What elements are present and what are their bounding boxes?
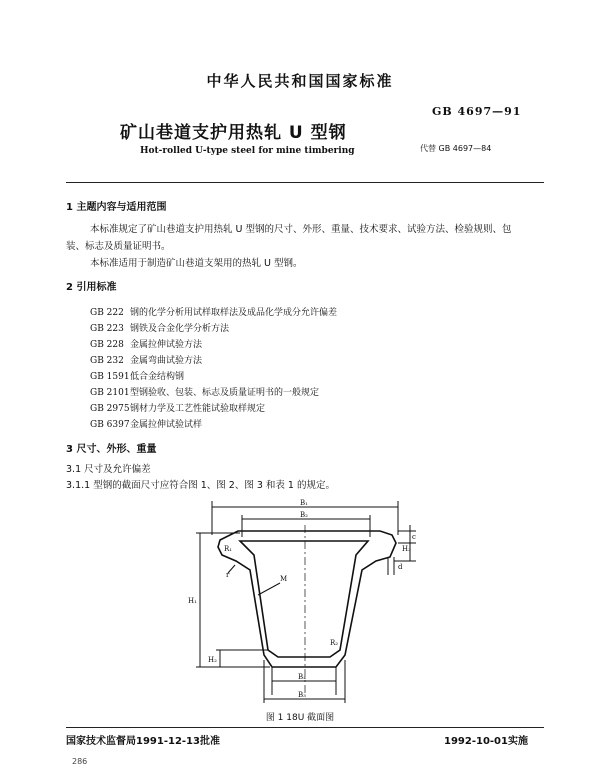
section-3-1-heading: 3.1 尺寸及允许偏差 bbox=[66, 464, 151, 475]
label-h2: H₂ bbox=[208, 656, 217, 664]
section-3-heading: 3 尺寸、外形、重量 bbox=[66, 444, 157, 455]
section-1-paragraph-2: 本标准适用于制造矿山巷道支架用的热轧 U 型钢。 bbox=[90, 258, 303, 269]
footer-divider bbox=[66, 727, 544, 728]
section-3-1-1-text: 3.1.1 型钢的截面尺寸应符合图 1、图 2、图 3 和表 1 的规定。 bbox=[66, 480, 335, 491]
page-number: 286 bbox=[72, 757, 88, 766]
label-r1: R₁ bbox=[224, 545, 233, 553]
reference-title: 钢铁及合金化学分析方法 bbox=[130, 324, 230, 334]
reference-item bbox=[90, 337, 202, 350]
replaces-standard: 代替 GB 4697—84 bbox=[420, 144, 492, 153]
reference-code: GB 223 bbox=[90, 324, 124, 334]
reference-item bbox=[90, 417, 202, 430]
label-b4: B₄ bbox=[298, 673, 306, 681]
reference-code: GB 222 bbox=[90, 308, 124, 318]
reference-item bbox=[90, 401, 265, 414]
label-r: r bbox=[226, 571, 230, 579]
label-c: c bbox=[412, 533, 416, 541]
label-d: d bbox=[398, 563, 403, 571]
reference-code: GB 2975 bbox=[90, 404, 130, 414]
reference-item bbox=[90, 369, 184, 382]
reference-item bbox=[90, 353, 202, 366]
label-b2: B₂ bbox=[300, 511, 308, 519]
reference-title: 钢材力学及工艺性能试验取样规定 bbox=[130, 404, 266, 414]
section-1-paragraph-1-line-2: 装、标志及质量证明书。 bbox=[66, 241, 171, 252]
section-2-heading: 2 引用标准 bbox=[66, 282, 117, 293]
reference-title: 金属拉伸试验试样 bbox=[130, 420, 203, 430]
header-divider bbox=[66, 182, 544, 183]
document-title: 矿山巷道支护用热轧 U 型钢 bbox=[120, 123, 347, 143]
reference-item bbox=[90, 305, 337, 318]
reference-code: GB 228 bbox=[90, 340, 124, 350]
reference-code: GB 2101 bbox=[90, 388, 130, 398]
reference-code: GB 232 bbox=[90, 356, 124, 366]
approval-date: 国家技术监督局1991-12-13批准 bbox=[66, 736, 220, 747]
reference-code: GB 6397 bbox=[90, 420, 130, 430]
document-title-english: Hot-rolled U-type steel for mine timbering bbox=[140, 146, 355, 156]
label-h1: H₁ bbox=[188, 597, 197, 605]
national-standard-heading: 中华人民共和国国家标准 bbox=[206, 72, 394, 90]
reference-title: 型钢验收、包装、标志及质量证明书的一般规定 bbox=[130, 388, 320, 398]
figure-caption: 图 1 18U 截面图 bbox=[265, 713, 335, 723]
label-b3: B₃ bbox=[298, 691, 306, 699]
label-r2: R₂ bbox=[330, 639, 339, 647]
section-1-heading: 1 主题内容与适用范围 bbox=[66, 202, 167, 213]
reference-title: 低合金结构钢 bbox=[130, 372, 185, 382]
reference-title: 金属拉伸试验方法 bbox=[130, 340, 203, 350]
reference-title: 钢的化学分析用试样取样法及成品化学成分允许偏差 bbox=[130, 308, 338, 318]
implementation-date: 1992-10-01实施 bbox=[444, 736, 528, 747]
reference-item bbox=[90, 385, 319, 398]
label-b1: B₁ bbox=[300, 499, 308, 507]
section-1-paragraph-1-line-1: 本标准规定了矿山巷道支护用热轧 U 型钢的尺寸、外形、重量、技术要求、试验方法、检验规则、包 bbox=[90, 224, 512, 235]
u-section-figure bbox=[180, 495, 430, 705]
reference-title: 金属弯曲试验方法 bbox=[130, 356, 203, 366]
reference-code: GB 1591 bbox=[90, 372, 130, 382]
reference-item bbox=[90, 321, 229, 334]
label-m: M bbox=[280, 575, 288, 583]
standard-number: GB 4697—91 bbox=[432, 105, 522, 118]
label-h3: H₃ bbox=[402, 545, 411, 553]
